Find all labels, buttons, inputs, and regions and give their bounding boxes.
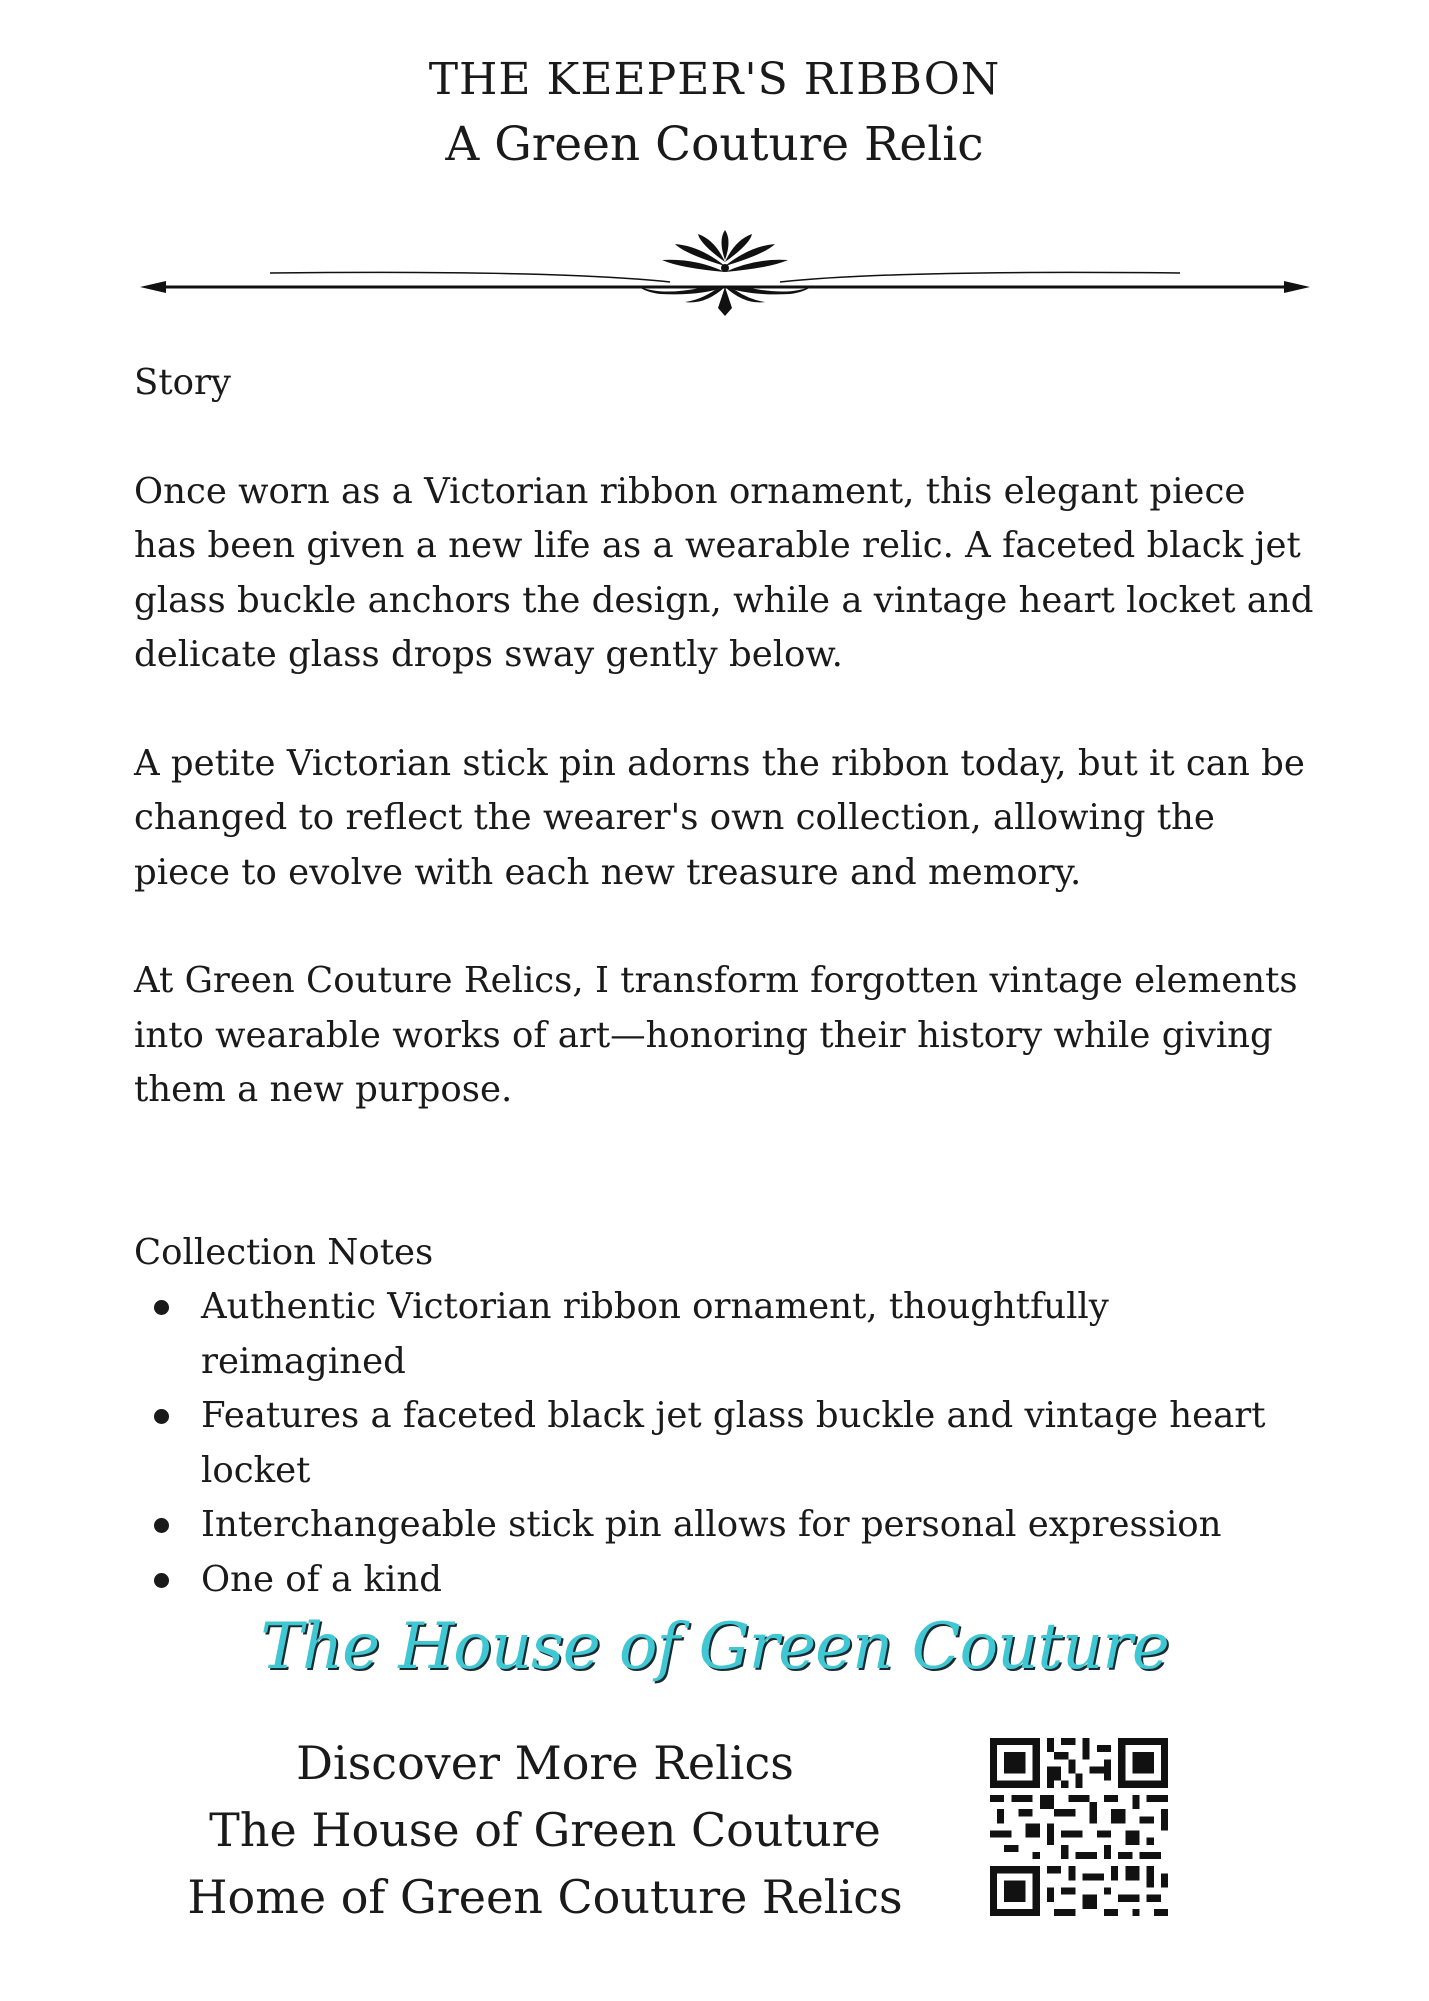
story-heading: Story: [134, 362, 231, 403]
story-paragraph: A petite Victorian stick pin adorns the ribbon today, but it can be changed to reflect the wearer's own collection, allowing the piece to evolve with each new treasure and memory.: [134, 742, 1305, 893]
note-text: One of a kind: [201, 1558, 442, 1600]
note-text: Authentic Victorian ribbon ornament, thoughtfully reimagined: [201, 1286, 1109, 1382]
collection-notes-list: [134, 1280, 1314, 1607]
bullet-icon: [154, 1300, 169, 1315]
brand-script-logo: The House of Green Couture: [260, 1610, 1169, 1684]
list-item: [134, 1553, 1314, 1608]
story-paragraph: Once worn as a Victorian ribbon ornament, this elegant piece has been given a new life as a wearable relic. A faceted black jet glass buckle anchors the design, while a vintage heart locket and delicate glass drops sway gently below.: [134, 470, 1314, 675]
title-block: [0, 48, 1429, 178]
collection-notes-heading: Collection Notes: [134, 1231, 434, 1273]
footer-line: Discover More Relics: [296, 1736, 794, 1790]
bullet-icon: [154, 1518, 169, 1533]
content: [134, 356, 1314, 1607]
story-paragraph: At Green Couture Relics, I transform forgotten vintage elements into wearable works of art—honoring their history while giving them a new purpose.: [134, 960, 1298, 1110]
footer-line: The House of Green Couture: [209, 1803, 881, 1857]
bullet-icon: [154, 1573, 169, 1588]
list-item: [134, 1389, 1314, 1498]
qr-code-icon[interactable]: [990, 1738, 1168, 1916]
list-item: [134, 1280, 1314, 1389]
page-subtitle: A Green Couture Relic: [445, 117, 984, 172]
note-text: Interchangeable stick pin allows for personal expression: [201, 1504, 1222, 1545]
ornamental-divider-icon: [140, 230, 1310, 320]
page-title: THE KEEPER'S RIBBON: [428, 54, 1001, 105]
list-item: [134, 1498, 1314, 1553]
footer-line: Home of Green Couture Relics: [187, 1870, 903, 1924]
note-text: Features a faceted black jet glass buckle and vintage heart locket: [201, 1395, 1266, 1491]
footer-text: [160, 1730, 930, 1931]
bullet-icon: [154, 1409, 169, 1424]
